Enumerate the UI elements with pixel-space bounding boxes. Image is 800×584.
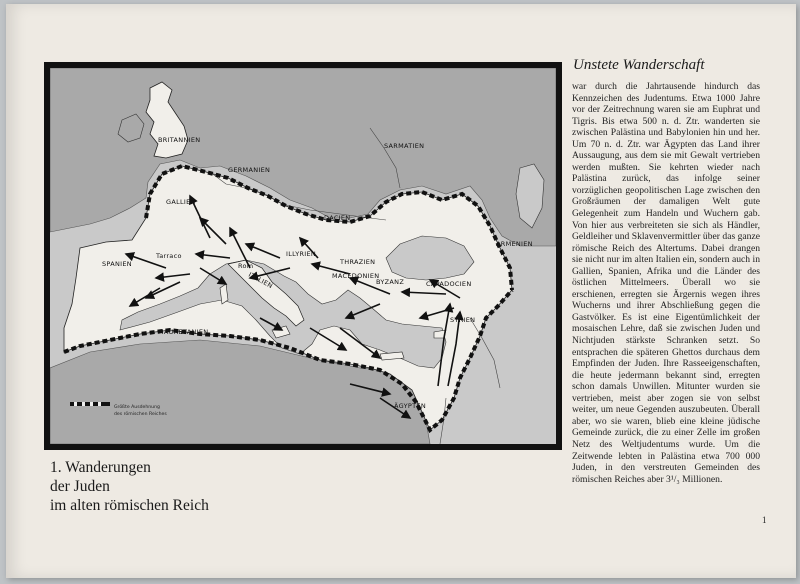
legend-line2: des römischen Reiches <box>114 412 167 417</box>
label-macedonien: MACEDONIEN <box>332 272 380 280</box>
roman-empire-migration-map <box>50 68 556 444</box>
label-tarraco: Tarraco <box>156 252 182 260</box>
label-illyrien: ILLYRIEN <box>286 250 317 258</box>
label-armenien: ARMENIEN <box>496 240 533 248</box>
caption-line-1: 1. Wanderungen <box>50 459 151 476</box>
caption-line-2: der Juden <box>50 478 110 495</box>
label-rom: Rom <box>238 262 254 270</box>
book-page <box>6 4 796 578</box>
label-syrien: SYRIEN <box>450 316 476 324</box>
label-mauretanien: MAURETANIEN <box>158 328 209 336</box>
label-italien: ITALIEN <box>247 270 275 291</box>
label-thrazien: THRAZIEN <box>340 258 376 266</box>
label-germanien: GERMANIEN <box>228 166 271 174</box>
label-dacien: DACIEN <box>324 214 351 222</box>
label-spanien: SPANIEN <box>102 260 132 268</box>
body-paragraph: war durch die Jahrtausende hindurch das Kennzeichen des Judentums. Etwa 1000 Jahre vor der Zeitrechnung waren sie am Euphrat und Tigris. Bis etwa 500 n. d. Ztr. wanderten sie zwischen Palästina und Babylonien hin und her. Um 70 n. d. Ztr. war Ägypten das Land ihrer Aussaugung, aus dem sie mit Gewalt vertrieben werden mußten. Sie kehrten wieder nach Palästina zurück, das infolge seiner vorzüglichen geopolitischen Lage zwischen den Großräumen der damaligen Welt gute Gelegenheit zum Handeln und Wuchern gab. Von hier aus verbreiteten sie sich als Händler, Geldleiher und Sklavenvermittler über das ganze römische Reich des Altertums. Dabei drangen sie nicht nur im alten Italien ein, sondern auch in Gallien, Spanien, Afrika und die Länder des östlichen Mittelmeers. Überall wo sie erschienen, erregten sie Ärgernis wegen ihres Wucherns und ihrer Abschließung gegen die Gastvölker. Es ist eine Eigentümlichkeit der mosaischen Lehre, daß sie zwischen Juden und Nichtjuden stärkste Schranken setzt. So entsprachen die späteren Ghettos durchaus dem Empfinden der Juden. Ihre Rasseeigenschaften, die heute jedermann bekannt sind, erregten schon damals Unwillen. Mitunter wurden sie vertrieben, meist aber zogen sie von selbst weiter, um neue Gegenden auszubeuten. Überall aber, wo sie waren, blieb eine kleine jüdische Gemeinde zurück, die zu einer Zelle im großen Netz des Weltjudentums wurde. Um die Zeitwende lebten in Palästina etwa 700 000 Juden, in den verstreuten Gemeinden des römischen Reiches aber 3¹/₃ Millionen. <box>572 81 760 485</box>
label-britannien: BRITANNIEN <box>158 136 201 144</box>
label-gallien: GALLIEN <box>166 198 196 206</box>
label-capadocien: CAPADOCIEN <box>426 280 472 288</box>
section-heading: Unstete Wanderschaft <box>573 57 705 73</box>
map-frame <box>44 62 562 450</box>
page-number: 1 <box>762 515 767 525</box>
map-caption <box>50 458 270 515</box>
label-aegypten: ÄGYPTEN <box>394 402 426 410</box>
caption-line-3: im alten römischen Reich <box>50 497 209 514</box>
label-sarmatien: SARMATIEN <box>384 142 425 150</box>
label-byzanz: BYZANZ <box>376 278 405 286</box>
legend-line1: Größte Ausdehnung <box>114 405 160 410</box>
